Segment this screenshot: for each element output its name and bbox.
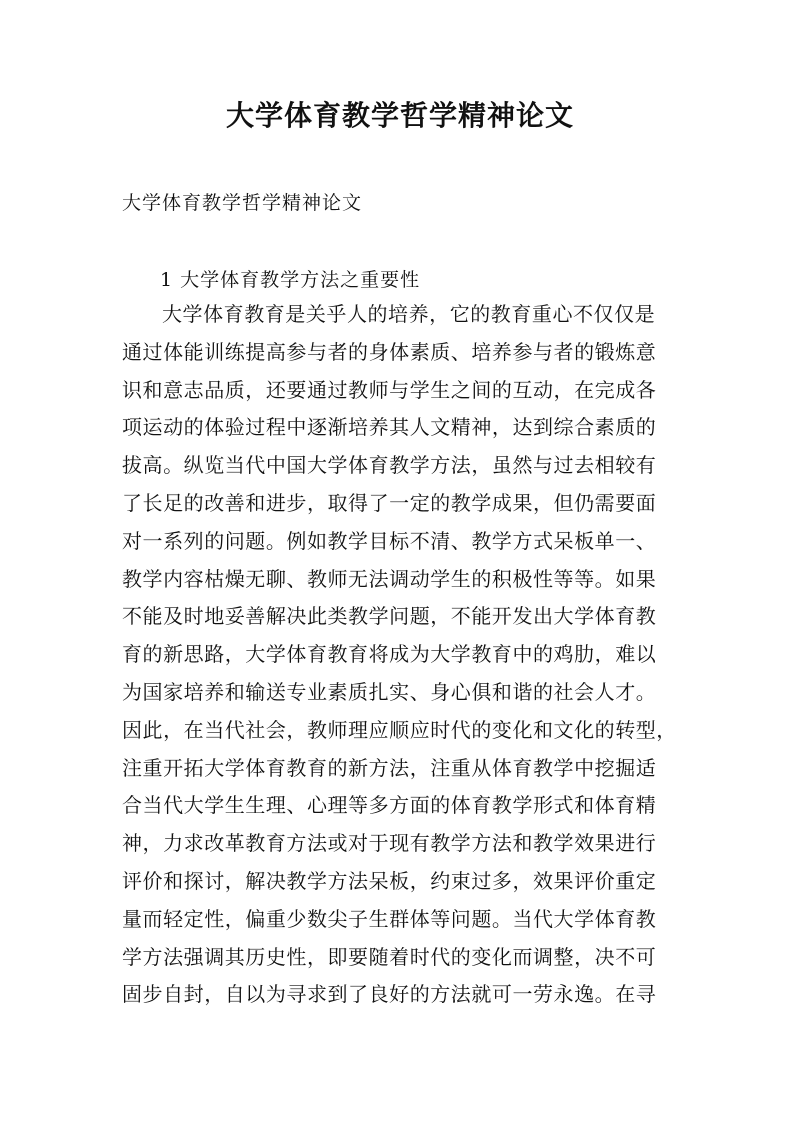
paragraph-line: 大学体育教育是关乎人的培养，它的教育重心不仅仅是 [162, 302, 656, 326]
paragraph-line: 教学内容枯燥无聊、教师无法调动学生的积极性等等。如果 [122, 566, 657, 591]
paragraph-line: 学方法强调其历史性，即要随着时代的变化而调整，决不可 [122, 944, 657, 969]
paragraph-line: 不能及时地妥善解决此类教学问题，不能开发出大学体育教 [122, 604, 657, 629]
paragraph-line: 量而轻定性，偏重少数尖子生群体等问题。当代大学体育教 [122, 906, 657, 931]
paragraph-line: 识和意志品质，还要通过教师与学生之间的互动，在完成各 [122, 377, 657, 402]
paragraph-line: 对一系列的问题。例如教学目标不清、教学方式呆板单一、 [122, 528, 657, 553]
paragraph-line: 评价和探讨，解决教学方法呆板，约束过多，效果评价重定 [122, 868, 657, 893]
body-paragraph [122, 296, 688, 1014]
document-subtitle: 大学体育教学哲学精神论文 [122, 192, 363, 214]
paragraph-line: 神，力求改革教育方法或对于现有教学方法和教学效果进行 [122, 831, 657, 856]
paragraph-line: 了长足的改善和进步，取得了一定的教学成果，但仍需要面 [122, 490, 657, 515]
paragraph-line: 合当代大学生生理、心理等多方面的体育教学形式和体育精 [122, 793, 657, 818]
paragraph-line: 育的新思路，大学体育教育将成为大学教育中的鸡肋，难以 [122, 642, 657, 667]
document-title: 大学体育教学哲学精神论文 [225, 99, 574, 132]
paragraph-line: 注重开拓大学体育教育的新方法，注重从体育教学中挖掘适 [122, 755, 657, 780]
paragraph-line: 项运动的体验过程中逐渐培养其人文精神，达到综合素质的 [122, 415, 657, 440]
paragraph-line: 固步自封，自以为寻求到了良好的方法就可一劳永逸。在寻 [122, 982, 657, 1007]
paragraph-line: 因此，在当代社会，教师理应顺应时代的变化和文化的转型， [122, 717, 677, 742]
paragraph-line: 为国家培养和输送专业素质扎实、身心俱和谐的社会人才。 [122, 679, 657, 704]
paragraph-line: 通过体能训练提高参与者的身体素质、培养参与者的锻炼意 [122, 339, 657, 364]
section-heading: 1 大学体育教学方法之重要性 [160, 269, 421, 291]
paragraph-line: 拔高。纵览当代中国大学体育教学方法，虽然与过去相较有 [122, 453, 657, 478]
